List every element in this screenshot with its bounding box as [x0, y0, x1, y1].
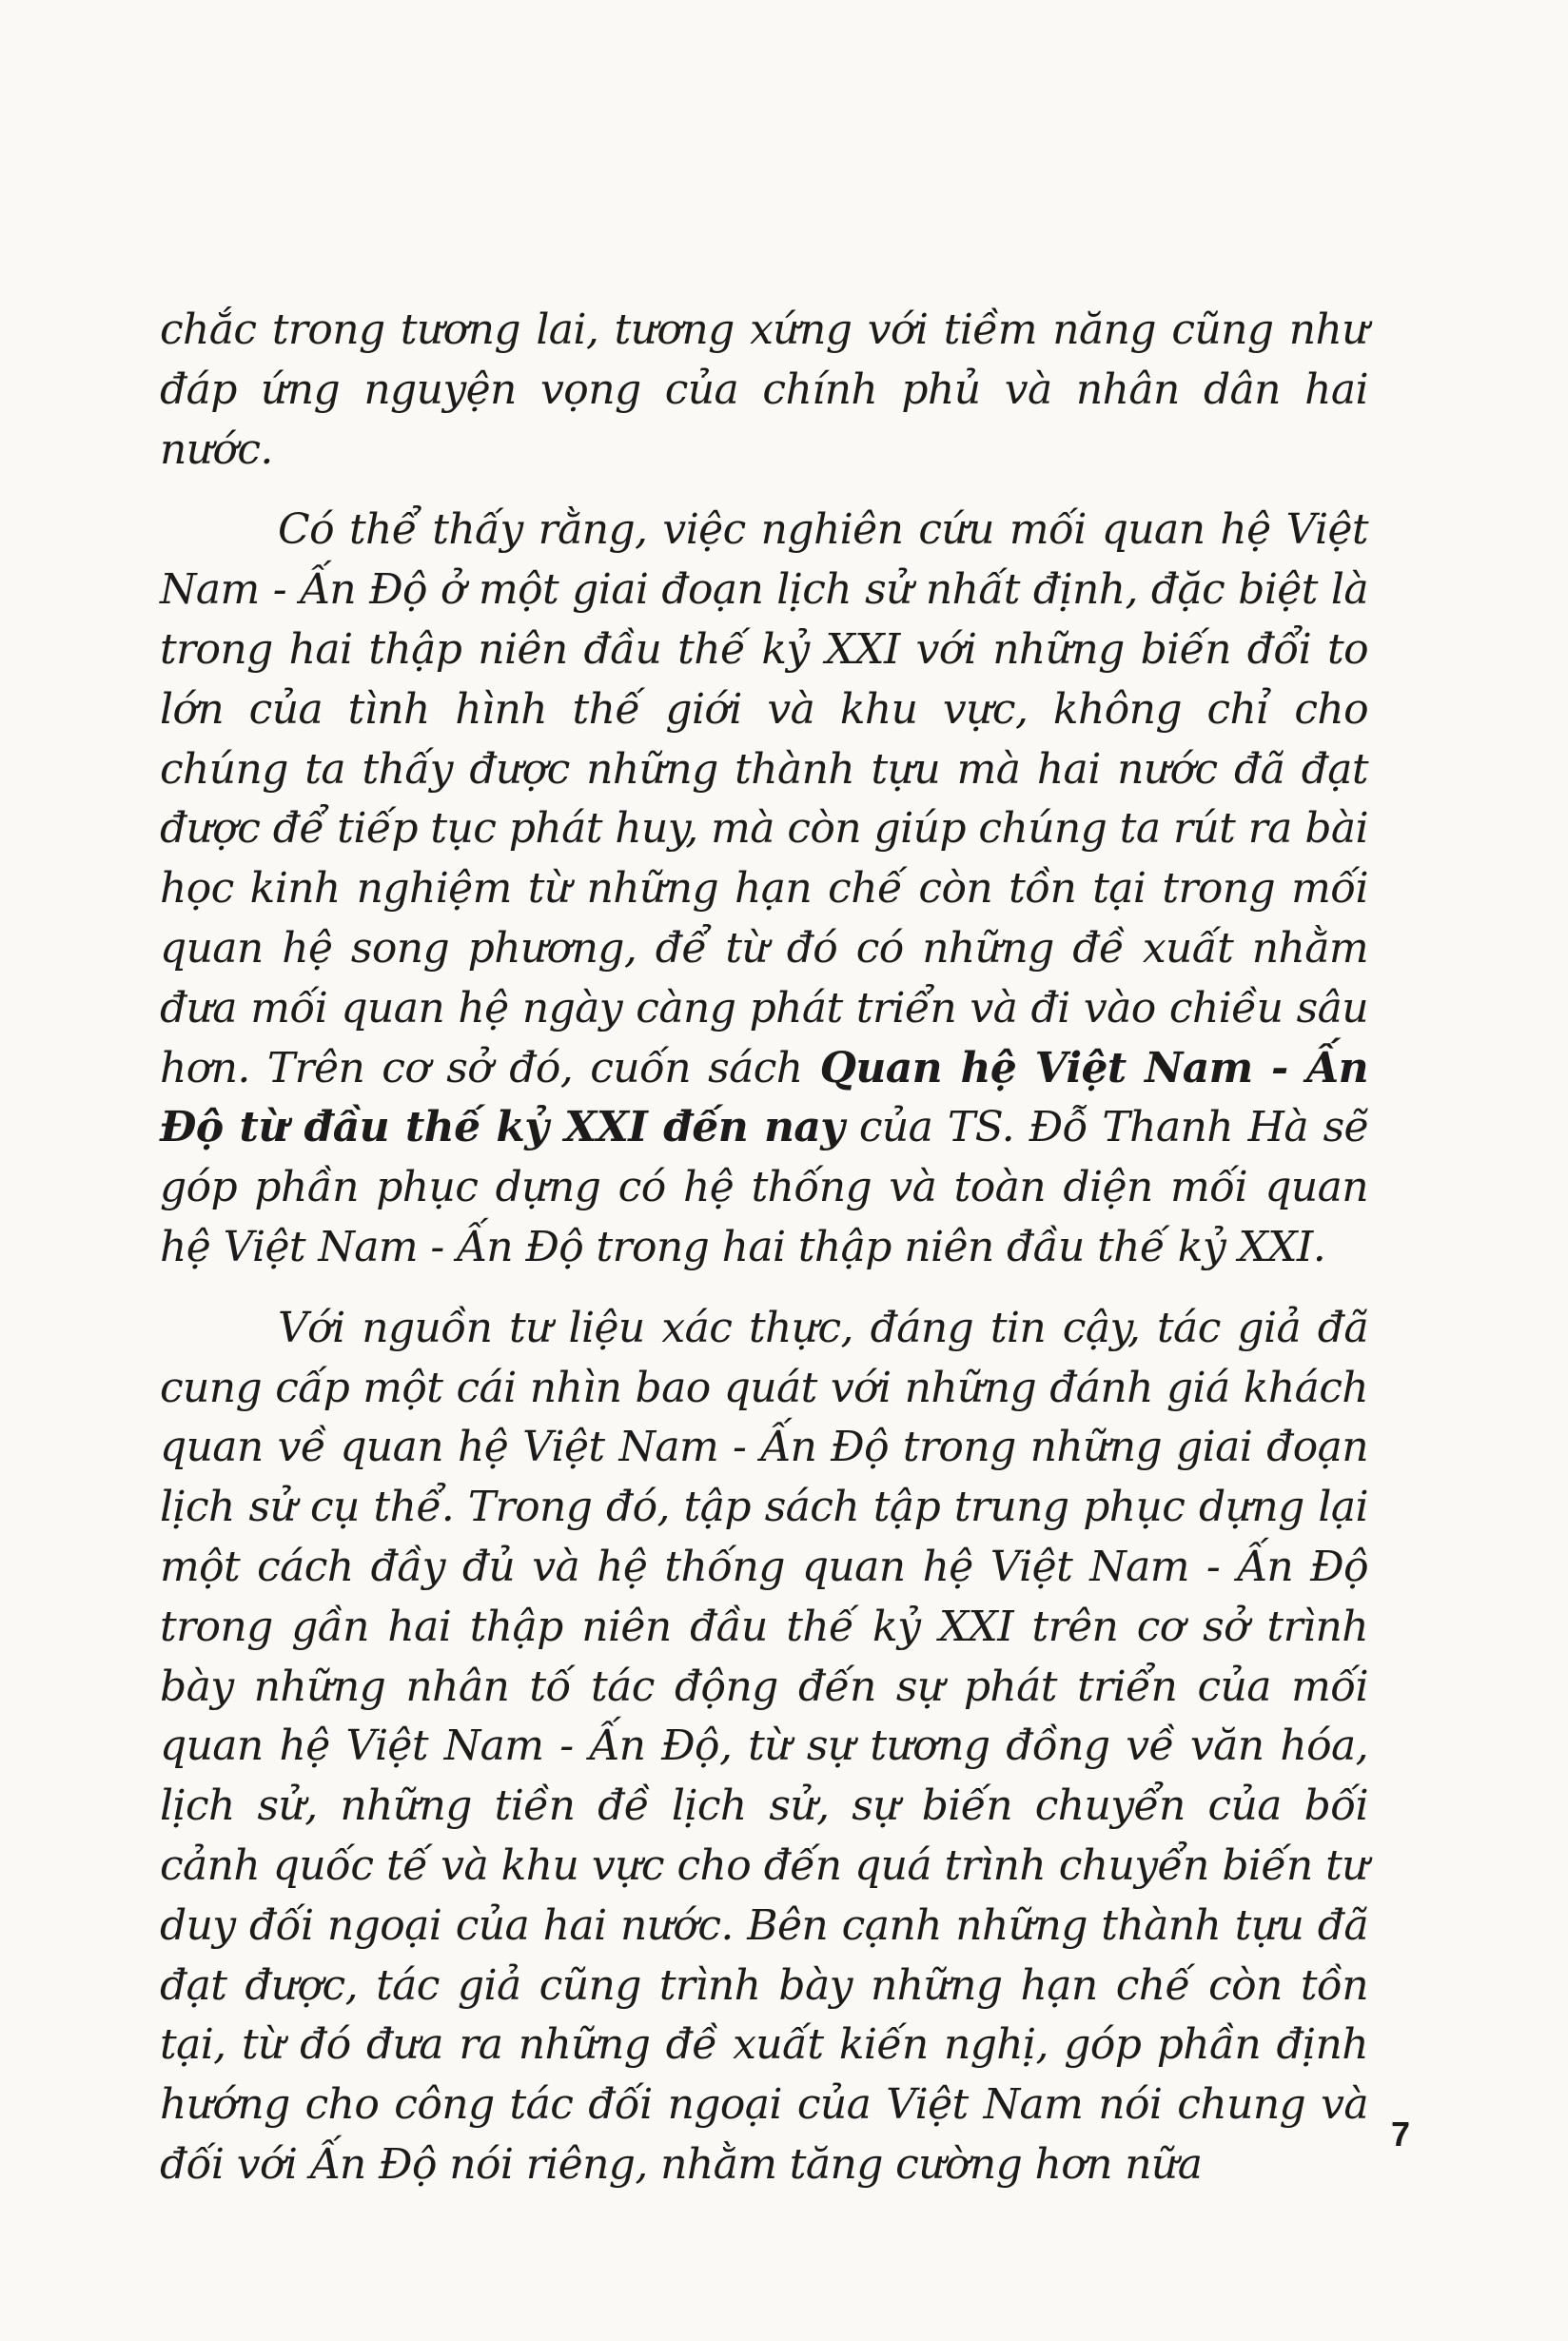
paragraph-text-after-title: của TS. Đỗ Thanh Hà sẽ góp phần phục dựng có hệ thống và toàn diện mối quan hệ Việt Nam - Ấn Độ trong hai thập niên đầu thế kỷ XXI.: [160, 1103, 1368, 1271]
paragraph-research-significance: [160, 501, 1368, 1277]
book-title: Quan hệ Việt Nam - Ấn Độ từ đầu thế kỷ XXI đến nay: [160, 1043, 1368, 1152]
body-text: [160, 301, 1368, 2195]
paragraph-continuation: chắc trong tương lai, tương xứng với tiềm năng cũng như đáp ứng nguyện vọng của chính phủ và nhân dân hai nước.: [160, 305, 1368, 474]
paragraph-gap: [160, 1278, 1368, 1299]
paragraph-gap: [160, 480, 1368, 501]
paragraph-sources-overview: Với nguồn tư liệu xác thực, đáng tin cậy, tác giả đã cung cấp một cái nhìn bao quát với những đánh giá khách quan về quan hệ Việt Nam - Ấn Độ trong những giai đoạn lịch sử cụ thể. Trong đó, tập sách tập trung phục dựng lại một cách đầy đủ và hệ thống quan hệ Việt Nam - Ấn Độ trong gần hai thập niên đầu thế kỷ XXI trên cơ sở trình bày những nhân tố tác động đến sự phát triển của mối quan hệ Việt Nam - Ấn Độ, từ sự tương đồng về văn hóa, lịch sử, những tiền đề lịch sử, sự biến chuyển của bối cảnh quốc tế và khu vực cho đến quá trình chuyển biến tư duy đối ngoại của hai nước. Bên cạnh những thành tựu đã đạt được, tác giả cũng trình bày những hạn chế còn tồn tại, từ đó đưa ra những đề xuất kiến nghị, góp phần định hướng cho công tác đối ngoại của Việt Nam nói chung và đối với Ấn Độ nói riêng, nhằm tăng cường hơn nữa: [160, 1303, 1368, 2189]
paragraph-text-before-title: Có thể thấy rằng, việc nghiên cứu mối quan hệ Việt Nam - Ấn Độ ở một giai đoạn lịch sử nhất định, đặc biệt là trong hai thập niên đầu thế kỷ XXI với những biến đổi to lớn của tình hình thế giới và khu vực, không chỉ cho chúng ta thấy được những thành tựu mà hai nước đã đạt được để tiếp tục phát huy, mà còn giúp chúng ta rút ra bài học kinh nghiệm từ những hạn chế còn tồn tại trong mối quan hệ song phương, để từ đó có những đề xuất nhằm đưa mối quan hệ ngày càng phát triển và đi vào chiều sâu hơn. Trên cơ sở đó, cuốn sách: [160, 505, 1368, 1092]
page-number: 7: [1391, 2115, 1411, 2154]
